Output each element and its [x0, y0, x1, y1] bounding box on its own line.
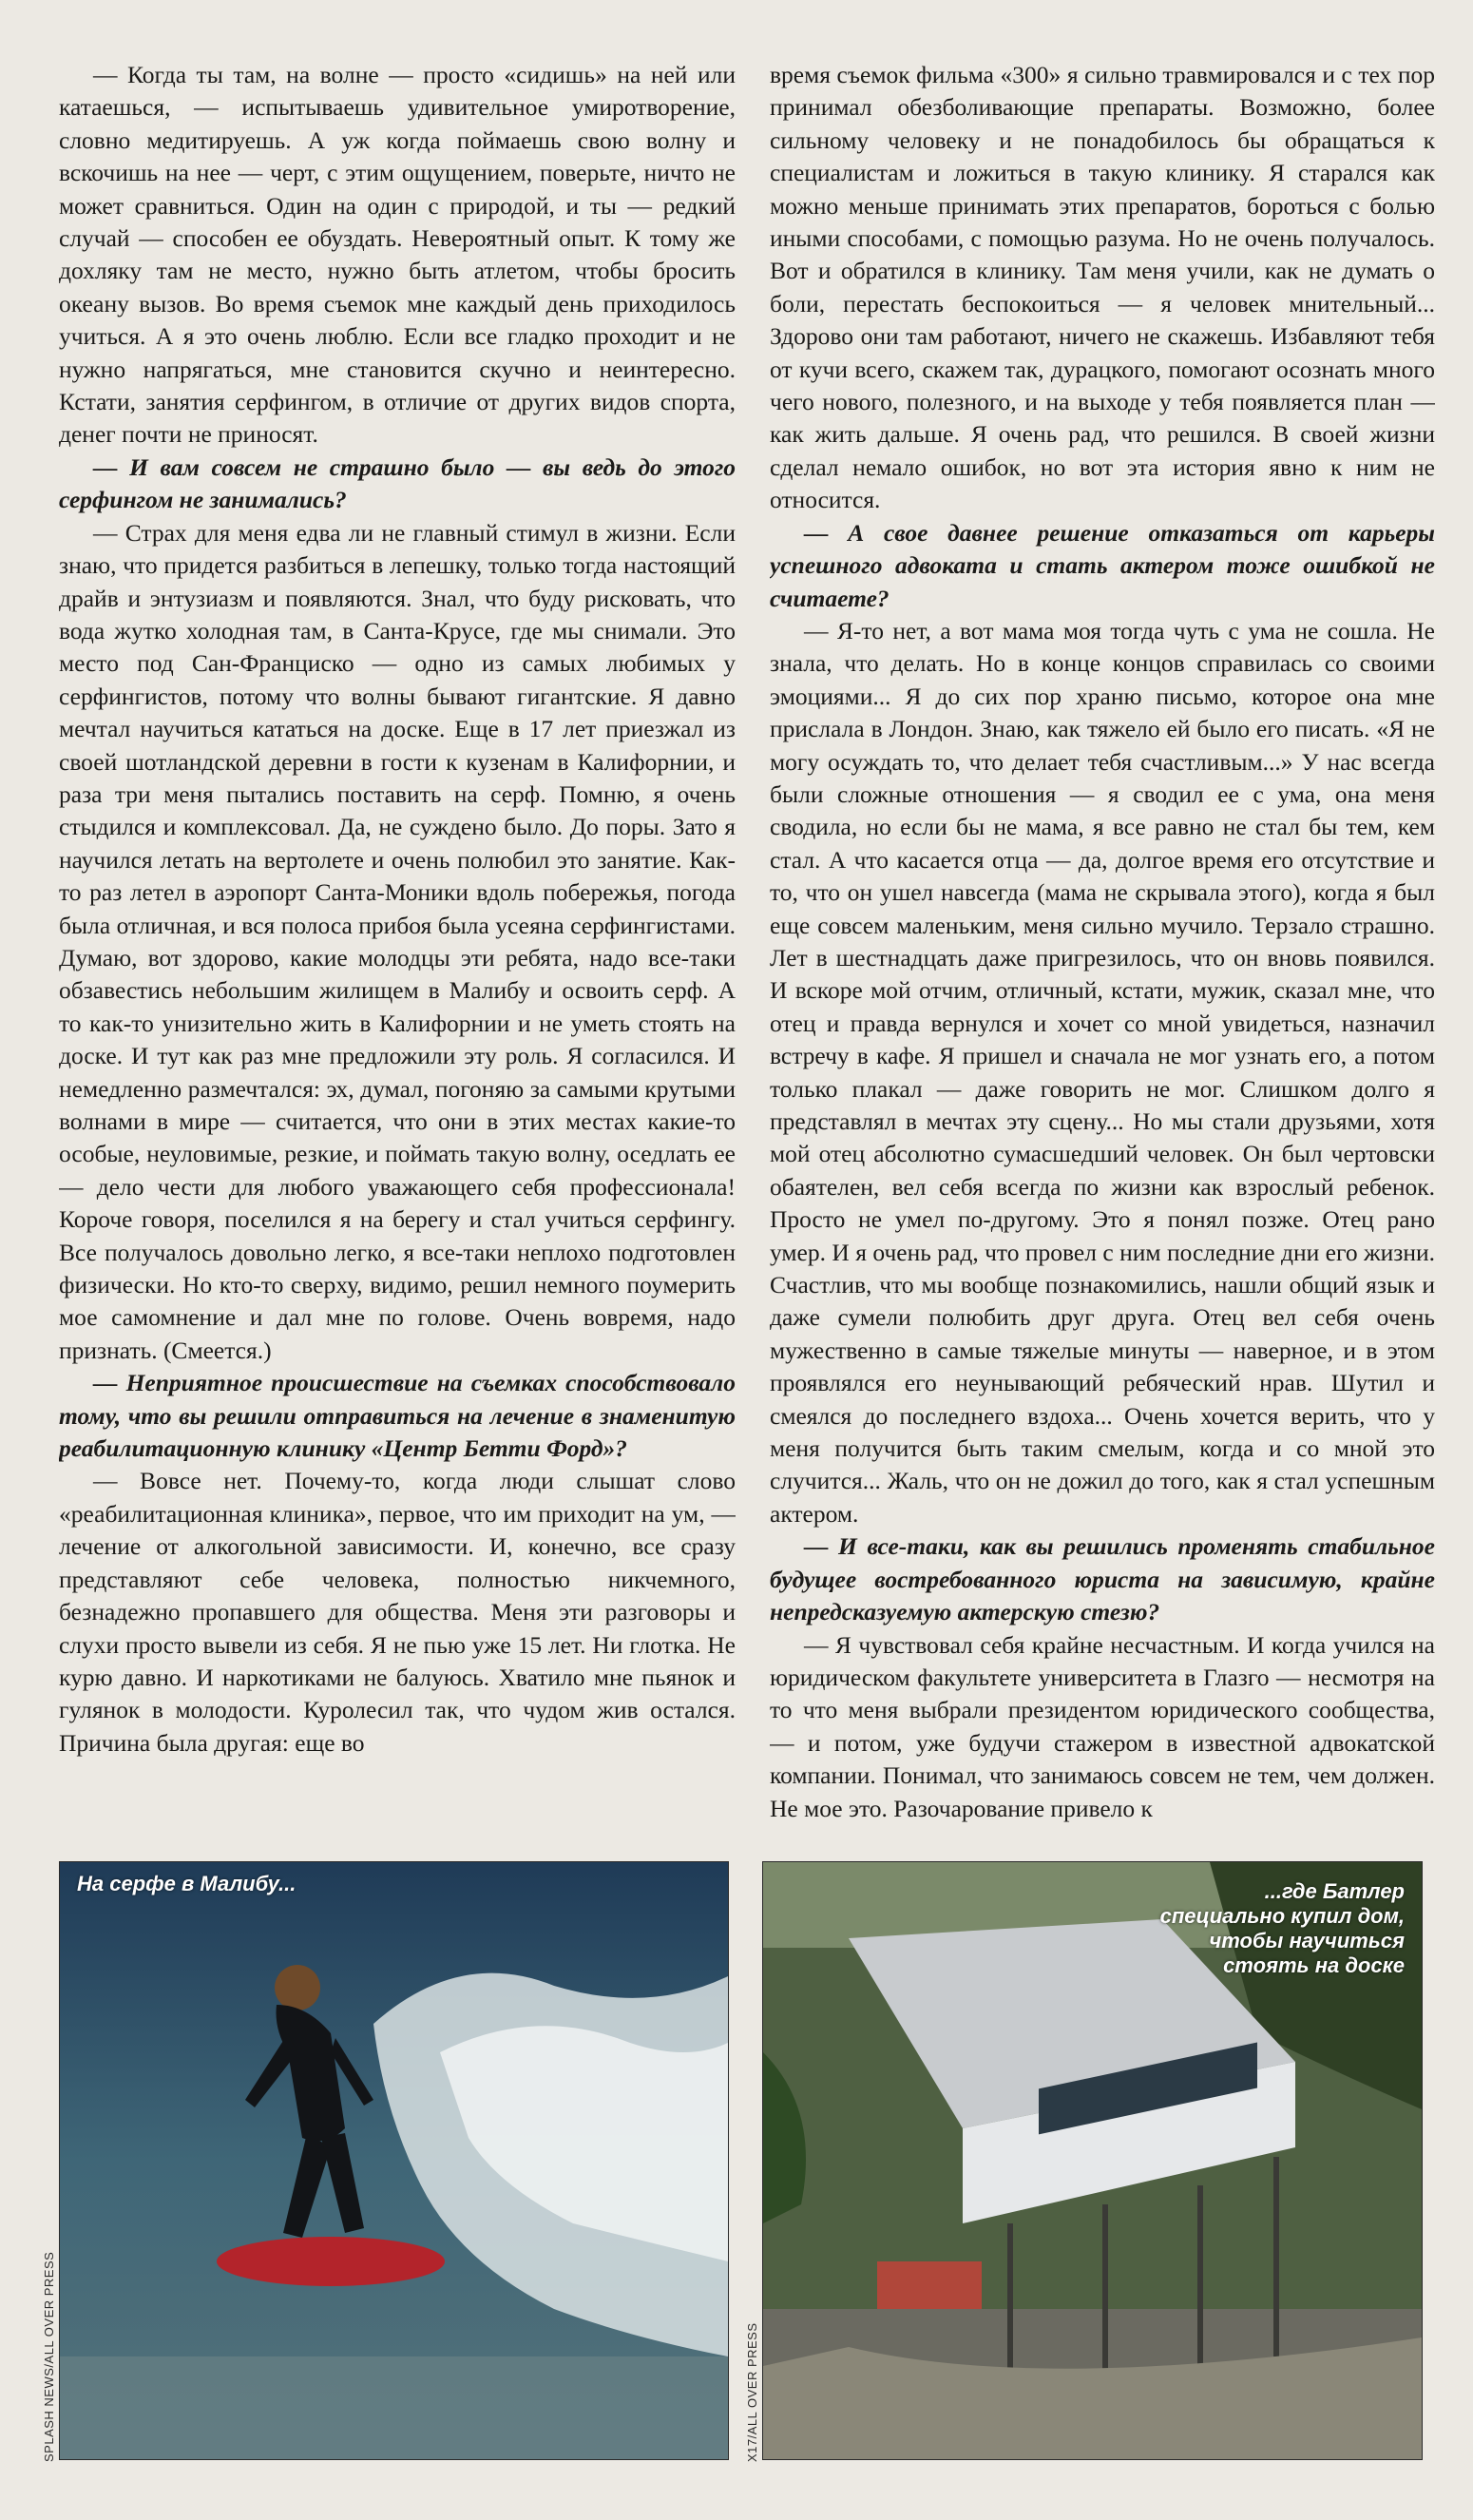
article-column-right [770, 59, 1435, 1846]
photo-credit: SPLASH NEWS/ALL OVER PRESS [42, 2251, 56, 2462]
interview-question: — А свое давнее решение отказаться от карьеры успешного адвоката и стать актером тоже ошибкой не считаете? [770, 518, 1435, 612]
interview-question: — И все-таки, как вы решились променять стабильное будущее востребованного юриста на зависимую, крайне непредсказуемую актерскую стезю? [770, 1532, 1435, 1626]
photo-caption: На серфе в Малибу... [77, 1872, 297, 1895]
surfer-illustration [60, 1862, 728, 2459]
surfboard [217, 2237, 445, 2286]
answer-paragraph: — Вовсе нет. Почему-то, когда люди слышат слово «реабилитационная клиника», первое, что им приходит на ум, — лечение от алкогольной зависимости. И, конечно, все сразу представляют себе человека, полностью никчемного, безнадежно пропавшего для общества. Меня эти разговоры и слухи просто вывели из себя. Я не пью уже 15 лет. Ни глотка. Не курю давно. И наркотиками не балуюсь. Хватило мне пьянок и гулянок в молодости. Куролесил так, что чудом жив остался. Причина была другая: еще во [59, 1467, 736, 1757]
photo-credit: X17/ALL OVER PRESS [745, 2322, 759, 2462]
interview-question: — И вам совсем не страшно было — вы ведь до этого серфингом не занимались? [59, 452, 736, 514]
article-column-left [59, 59, 736, 1846]
malibu-house-photo [762, 1861, 1423, 2460]
answer-paragraph: — Когда ты там, на волне — просто «сидишь» на ней или катаешься, — испытываешь удивительное умиротворение, словно медитируешь. А уж когда поймаешь свою волну и вскочишь на нее — черт, с этим ощущением, поверьте, ничто не может сравниться. Один на один с природой, и ты — редкий случай — способен ее обуздать. Невероятный опыт. К тому же дохляку там не место, нужно быть атлетом, чтобы бросить океану вызов. Во время съемок мне каждый день приходилось учиться. А я это очень люблю. Если все гладко проходит и не нужно напрягаться, мне становится скучно и неинтересно. Кстати, занятия серфингом, в отличие от других видов спорта, денег почти не приносят. [59, 61, 736, 449]
answer-paragraph: — Страх для меня едва ли не главный стимул в жизни. Если знаю, что придется разбиться в лепешку, только тогда настоящий драйв и энтузиазм и появляются. Знал, что буду рисковать, что вода жутко холодная там, в Санта-Крусе, где мы снимали. Это место под Сан-Франциско — одно из самых любимых у серфингистов, потому что волны бывают гигантские. Я давно мечтал научиться кататься на доске. Еще в 17 лет приезжал из своей шотландской деревни в гости к кузенам в Калифорнии, и раза три меня пытались поставить на серф. Помню, я очень стыдился и комплексовал. Да, не суждено было. До поры. Зато я научился летать на вертолете и очень полюбил это занятие. Как-то раз летел в аэропорт Санта-Моники вдоль побережья, погода была отличная, и вся полоса прибоя была усеяна серфингистами. Думаю, вот здорово, какие молодцы эти ребята, надо все-таки обзавестись небольшим жилищем в Малибу и освоить серф. А то как-то унизительно жить в Калифорнии и не уметь стоять на доске. И тут как раз мне предложили эту роль. Я согласился. И немедленно размечтался: эх, думал, погоняю за самыми крутыми волнами в мире — считается, что они в этих местах какие-то особые, неуловимые, резкие, и поймать такую волну, оседлать ее — дело чести для любого уважающего себя профессионала! Короче говоря, поселился я на берегу и стал учиться серфингу. Все получалось довольно легко, я все-таки неплохо подготовлен физически. Но кто-то сверху, видимо, решил немного поумерить мое самомнение и дал мне по голове. Очень вовремя, надо признать. (Смеется.) [59, 518, 736, 1364]
photo-caption: ...где Батлер специально купил дом, чтобы научиться стоять на доске [1159, 1879, 1405, 1977]
answer-continuation: время съемок фильма «300» я сильно травмировался и с тех пор принимал обезболивающие препараты. Возможно, более сильному человеку и не понадобилось бы обращаться к специалистам и ложиться в такую клинику. Я старался как можно меньше принимать этих препаратов, бороться с болью иными способами, с помощью разума. Но не очень получалось. Вот и обратился в клинику. Там меня учили, как не думать о боли, перестать беспокоиться — я человек мнительный... Здорово они там работают, ничего не скажешь. Избавляют тебя от кучи всего, скажем так, дурацкого, помогают осознать много чего нового, полезного, и на выходе у тебя появляется план — как жить дальше. Я очень рад, что решился. В своей жизни сделал немало ошибок, но вот эта история явно к ним не относится. [770, 61, 1435, 514]
surfing-photo [59, 1861, 729, 2460]
answer-paragraph: — Я чувствовал себя крайне несчастным. И когда учился на юридическом факультете университета в Глазго — несмотря на то что меня выбрали президентом юридического сообщества, — и потом, уже будучи стажером в известной адвокатской компании. Понимал, что занимаюсь совсем не тем, чем должен. Не мое это. Разочарование привело к [770, 1630, 1435, 1822]
answer-paragraph: — Я-то нет, а вот мама моя тогда чуть с ума не сошла. Не знала, что делать. Но в конце концов справилась со своими эмоциями... Я до сих пор храню письмо, которое она мне прислала в Лондон. Знаю, как тяжело ей было его писать. «Я не могу осуждать то, что делает тебя счастливым...» У нас всегда были сложные отношения — я сводил ее с ума, она меня сводила, но если бы не мама, я все равно не стал бы тем, кем стал. А что касается отца — да, долгое время его отсутствие и то, что он ушел навсегда (мама не скрывала этого), когда я был еще совсем маленьким, меня сильно мучило. Терзало страшно. Лет в шестнадцать даже пригрезилось, что он вновь появился. И вскоре мой отчим, отличный, кстати, мужик, сказал мне, что отец и правда вернулся и хочет со мной увидеться, назначил встречу в кафе. Я пришел и сначала не мог узнать его, а потом только плакал — даже говорить не мог. Слишком долго я представлял в мечтах эту сцену... Но мы стали друзьями, хотя мой отец абсолютно сумасшедший человек. Он был чертовски обаятелен, вел себя всегда по жизни как взрослый ребенок. Просто не умел по-другому. Это я понял позже. Отец рано умер. И я очень рад, что провел с ним последние дни его жизни. Счастлив, что мы вообще познакомились, нашли общий язык и даже сумели полюбить друг друга. Отец вел себя очень мужественно в самые тяжелые минуты — наверное, и в этом проявлялся его неунывающий ребяческий нрав. Шутил и смеялся до последнего вздоха... Очень хочется верить, что у меня получится быть таким смелым, когда и со мной это случится... Жаль, что он не дожил до того, как я стал успешным актером. [770, 616, 1435, 1528]
interview-question: — Неприятное происшествие на съемках способствовало тому, что вы решили отправиться на лечение в знаменитую реабилитационную клинику «Центр Бетти Форд»? [59, 1369, 736, 1463]
